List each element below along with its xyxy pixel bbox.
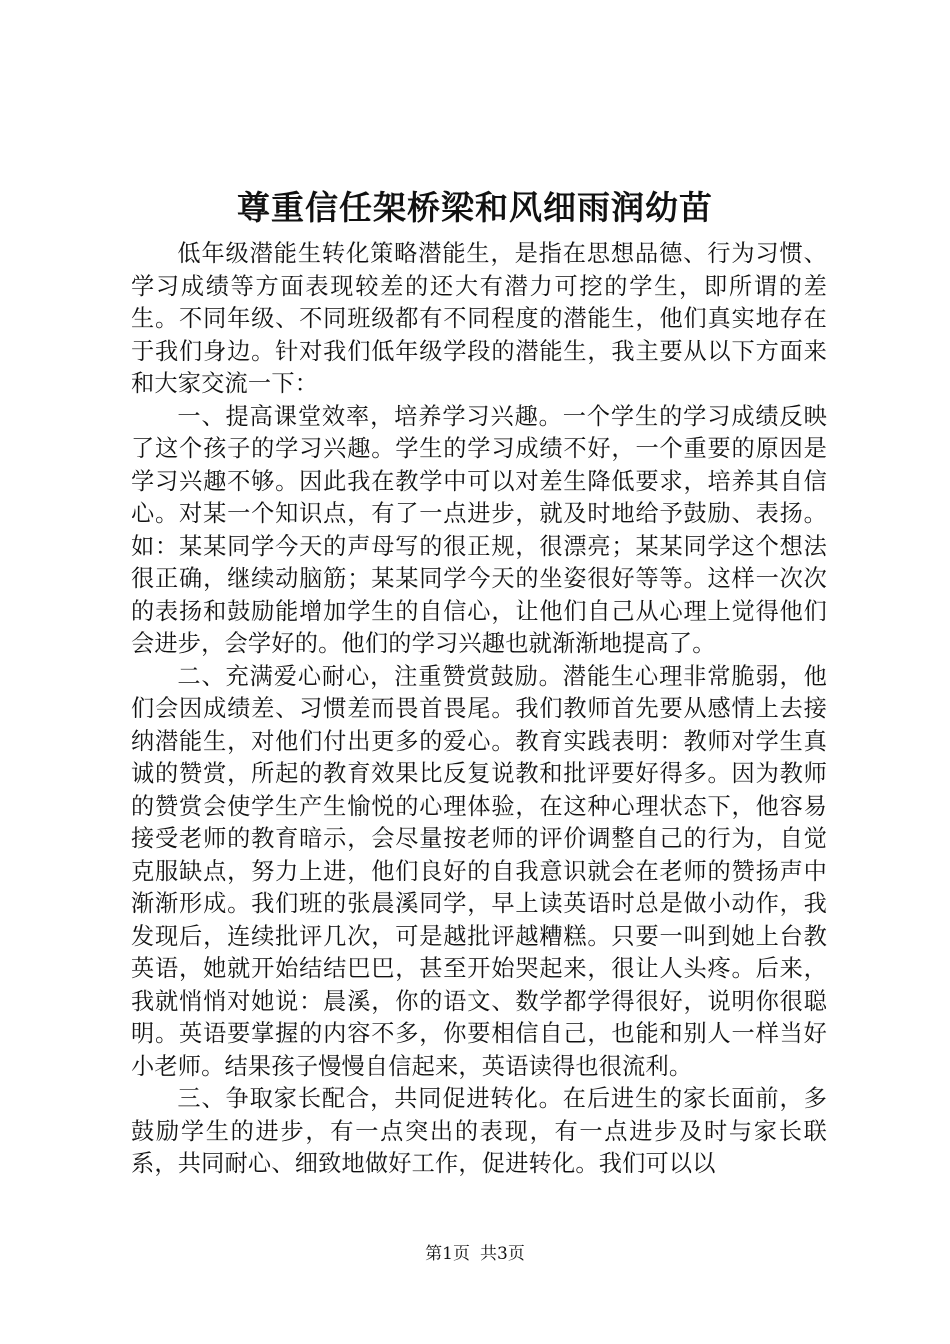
document-title: 尊重信任架桥梁和风细雨润幼苗: [237, 188, 713, 227]
paragraph-intro: 低年级潜能生转化策略潜能生，是指在思想品德、行为习惯、学习成绩等方面表现较差的还大有潜力可挖的学生，即所谓的差生。不同年级、不同班级都有不同程度的潜能生，他们真实地存在于我们身边。针对我们低年级学段的潜能生，我主要从以下方面来和大家交流一下：: [131, 240, 827, 397]
page-footer: [0, 1242, 950, 1266]
page-total: 共3页: [480, 1244, 525, 1264]
paragraph-section-3: 三、争取家长配合，共同促进转化。在后进生的家长面前，多鼓励学生的进步，有一点突出的表现，有一点进步及时与家长联系，共同耐心、细致地做好工作，促进转化。我们可以以: [131, 1085, 827, 1177]
page-number: 第1页: [425, 1244, 470, 1264]
paragraph-section-1: 一、提高课堂效率，培养学习兴趣。一个学生的学习成绩反映了这个孩子的学习兴趣。学生的学习成绩不好，一个重要的原因是学习兴趣不够。因此我在教学中可以对差生降低要求，培养其自信心。对某一个知识点，有了一点进步，就及时地给予鼓励、表扬。如：某某同学今天的声母写的很正规，很漂亮；某某同学这个想法很正确，继续动脑筋；某某同学今天的坐姿很好等等。这样一次次的表扬和鼓励能增加学生的自信心，让他们自己从心理上觉得他们会进步，会学好的。他们的学习兴趣也就渐渐地提高了。: [131, 402, 827, 657]
paragraph-section-2: 二、充满爱心耐心，注重赞赏鼓励。潜能生心理非常脆弱，他们会因成绩差、习惯差而畏首畏尾。我们教师首先要从感情上去接纳潜能生，对他们付出更多的爱心。教育实践表明：教师对学生真诚的赞赏，所起的教育效果比反复说教和批评要好得多。因为教师的赞赏会使学生产生愉悦的心理体验，在这种心理状态下，他容易接受老师的教育暗示，会尽量按老师的评价调整自己的行为，自觉克服缺点，努力上进，他们良好的自我意识就会在老师的赞扬声中渐渐形成。我们班的张晨溪同学，早上读英语时总是做小动作，我发现后，连续批评几次，可是越批评越糟糕。只要一叫到她上台教英语，她就开始结结巴巴，甚至开始哭起来，很让人头疼。后来，我就悄悄对她说：晨溪，你的语文、数学都学得很好，说明你很聪明。英语要掌握的内容不多，你要相信自己，也能和别人一样当好小老师。结果孩子慢慢自信起来，英语读得也很流利。: [131, 662, 827, 1080]
document-body: [131, 238, 827, 1181]
